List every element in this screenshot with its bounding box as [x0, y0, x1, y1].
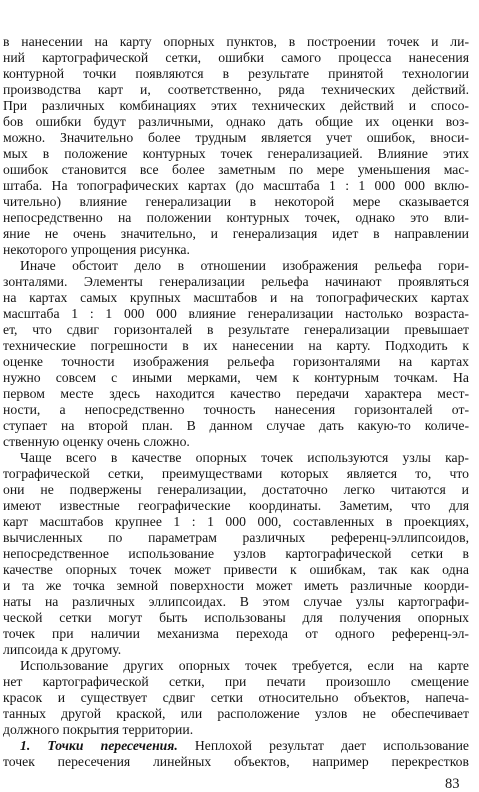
page-number: 83: [445, 776, 460, 792]
text-line: нужно совсем с иными мерками, чем к контурным точкам. На: [3, 370, 469, 385]
text-line: имеют известные географические координаты. Заметим, что для: [3, 498, 469, 513]
section-heading-line: [20, 738, 469, 754]
text-line: чительно) влияние генерализации в некоторой мере сказывается: [3, 194, 469, 209]
text-line: красок и существует сдвиг сетки относительно объектов, напеча-: [3, 690, 469, 705]
text-line: они не подвержены генерализации, достаточно легко читаются и: [3, 482, 469, 497]
text-line: ности, а непосредственно точность нанесения горизонталей от-: [3, 402, 469, 417]
text-line: яние не очень значительно, и генерализация идет в направлении: [3, 226, 469, 241]
text-line: масштаба 1 : 1 000 000 влияние генерализации настолько возраста-: [3, 306, 469, 321]
text-line: непосредственно на положении контурных точек, однако это вли-: [3, 210, 469, 225]
paragraph-first-line: Использование других опорных точек требуется, если на карте: [20, 658, 469, 673]
text-line: танных другой краской, или расположение узлов не обеспечивает: [3, 706, 469, 721]
text-line: контурной точки появляются в результате принятой технологии: [3, 66, 469, 81]
text-line: вычисленных по параметрам различных референц-эллипсоидов,: [3, 530, 469, 545]
text-line: ступает на второй план. В данном случае дать какую-то количе-: [3, 418, 469, 433]
text-line: на картах самых крупных масштабов и на топографических картах: [3, 290, 469, 305]
text-line: Неплохой результат дает использование: [194, 738, 469, 753]
text-line: оценке точности изображения рельефа горизонталями на картах: [3, 354, 469, 369]
text-line: технические погрешности в их нанесении на карту. Подходить к: [3, 338, 469, 353]
text-line: качестве опорных точек может привести к ошибкам, так как одна: [3, 562, 469, 577]
text-line: и та же точка земной поверхности может иметь различные коорди-: [3, 578, 469, 593]
text-line: точек при наличии механизма перехода от одного референц-эл-: [3, 626, 469, 641]
text-line: ошибок становится все более заметным по мере уменьшения мас-: [3, 162, 469, 177]
paragraph-first-line: Чаще всего в качестве опорных точек используются узлы кар-: [20, 450, 469, 465]
text-line: карт масштабов крупнее 1 : 1 000 000, составленных в проекциях,: [3, 514, 469, 529]
text-line: должного покрытия территории.: [3, 722, 194, 737]
text-line: зонталями. Элементы генерализации рельефа начинают проявляться: [3, 274, 469, 289]
text-line: штаба. На топографических картах (до масштаба 1 : 1 000 000 вклю-: [3, 178, 469, 193]
text-line: производства карт и, соответственно, ряда технических действий.: [3, 82, 469, 97]
text-line: тографической сетки, преимуществами которых является то, что: [3, 466, 469, 481]
text-line: нет картографической сетки, при печати произошло смещение: [3, 674, 469, 689]
text-line: наты на различных эллипсоидах. В этом случае узлы картографи-: [3, 594, 469, 609]
section-heading: 1. Точки пересечения.: [20, 738, 178, 753]
text-line: ственную оценку очень сложно.: [3, 434, 190, 449]
text-line: непосредственное использование узлов картографической сетки в: [3, 546, 469, 561]
text-line: бов ошибки будут различными, однако дать общие их оценки воз-: [3, 114, 469, 129]
text-line: ет, что сдвиг горизонталей в результате генерализации превышает: [3, 322, 469, 337]
text-line: ний картографической сетки, ошибки самого процесса нанесения: [3, 50, 469, 65]
text-line: точек пересечения линейных объектов, например перекрестков: [3, 754, 469, 769]
text-line: можно. Значительно более трудным является учет ошибок, вноси-: [3, 130, 469, 145]
text-line: некоторого упрощения рисунка.: [3, 242, 190, 257]
text-line: липсоида к другому.: [3, 642, 122, 657]
paragraph-first-line: Иначе обстоит дело в отношении изображения рельефа гори-: [20, 258, 469, 273]
text-line: При различных комбинациях этих технических действий и спосо-: [3, 98, 469, 113]
text-line: в нанесении на карту опорных пунктов, в построении точек и ли-: [3, 34, 469, 49]
text-line: первом месте здесь находится качество передачи характера мест-: [3, 386, 469, 401]
text-line: мых в положение контурных точек генерализацией. Влияние этих: [3, 146, 469, 161]
text-line: ческой сетки могут быть использованы для получения опорных: [3, 610, 469, 625]
